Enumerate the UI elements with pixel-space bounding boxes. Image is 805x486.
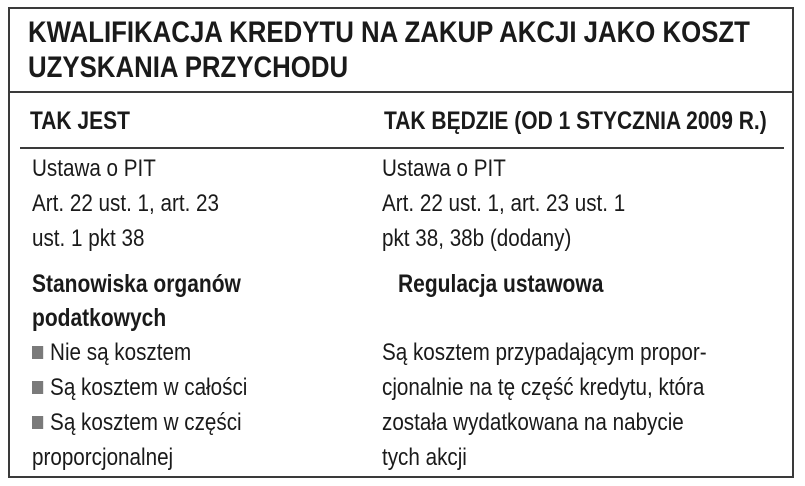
square-bullet-icon (32, 381, 43, 394)
regulation-line: tych akcji (382, 444, 467, 471)
column-header-future: TAK BĘDZIE (OD 1 STYCZNIA 2009 R.) (384, 107, 767, 135)
title-line-1: KWALIFIKACJA KREDYTU NA ZAKUP AKCJI JAKO KOSZT (28, 16, 750, 49)
list-item (32, 405, 247, 440)
law-line: pkt 38, 38b (dodany) (382, 225, 572, 252)
regulation-line: cjonalnie na tę część kredytu, która (382, 374, 705, 401)
header-divider (20, 147, 784, 149)
section-title-tax-authorities (32, 267, 241, 335)
law-reference-current (32, 151, 219, 256)
box-title (28, 15, 750, 85)
list-item-text: Są kosztem w części (50, 409, 242, 436)
bullet-list (32, 335, 247, 475)
list-item-text: Są kosztem w całości (50, 374, 248, 401)
square-bullet-icon (32, 346, 43, 359)
list-item-continuation: proporcjonalnej (32, 444, 174, 471)
title-line-2: UZYSKANIA PRZYCHODU (28, 51, 349, 84)
law-reference-future (382, 151, 625, 256)
law-line: Ustawa o PIT (32, 155, 156, 182)
law-line: Ustawa o PIT (382, 155, 506, 182)
regulation-line: Są kosztem przypadającym propor- (382, 339, 707, 366)
section-title-line: Stanowiska organów (32, 270, 241, 298)
regulation-line: została wydatkowana na nabycie (382, 409, 684, 436)
list-item-text: Nie są kosztem (50, 339, 192, 366)
square-bullet-icon (32, 416, 43, 429)
law-line: Art. 22 ust. 1, art. 23 ust. 1 (382, 190, 626, 217)
regulation-text (382, 335, 707, 475)
section-title-line: podatkowych (32, 304, 167, 332)
title-section (10, 9, 792, 93)
section-title-regulation: Regulacja ustawowa (398, 270, 604, 298)
info-box (8, 7, 794, 478)
column-header-current: TAK JEST (30, 107, 130, 135)
list-item (32, 335, 247, 370)
list-item (32, 370, 247, 405)
law-line: Art. 22 ust. 1, art. 23 (32, 190, 220, 217)
law-line: ust. 1 pkt 38 (32, 225, 145, 252)
